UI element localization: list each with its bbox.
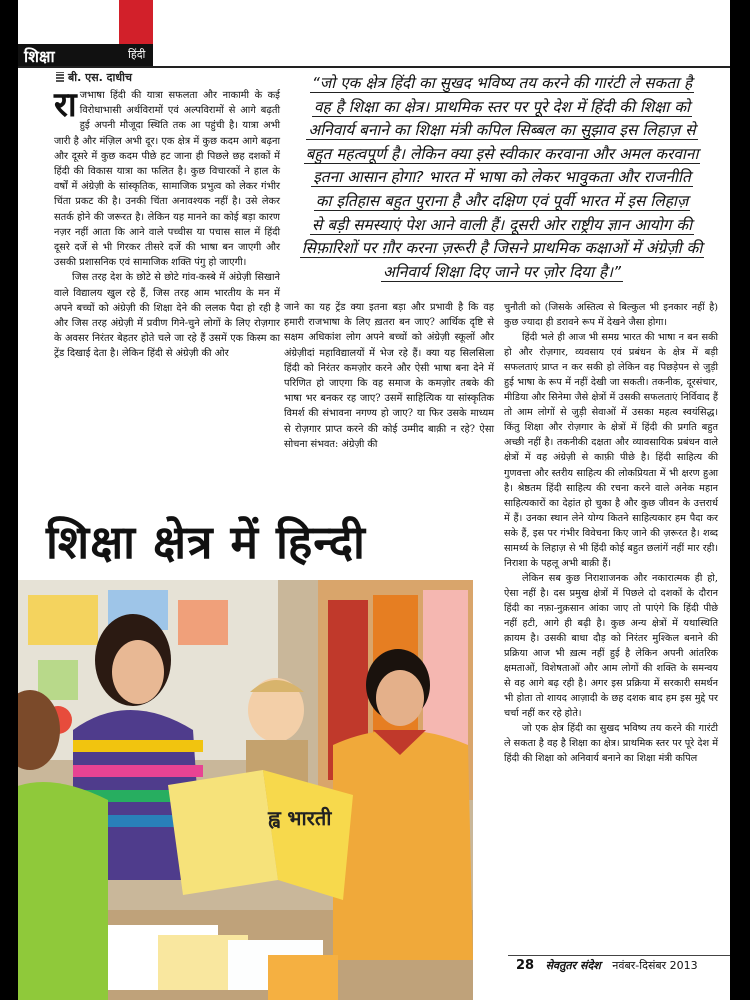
quote-line: वह है शिक्षा का क्षेत्र। प्राथमिक स्तर पर पूरे देश में हिंदी की शिक्षा को [314, 97, 690, 116]
quote-line: अनिवार्य शिक्षा दिए जाने पर ज़ोर दिया है।” [383, 262, 621, 281]
magazine-name: सेवतुतर संदेश [545, 959, 601, 972]
section-title: शिक्षा [24, 47, 55, 66]
paragraph: चुनौती को (जिसके अस्तित्व से बिल्कुल भी इनकार नहीं है) कुछ ज्यादा ही डरावने रूप में देखने जैसा होगा। [504, 302, 718, 329]
paragraph: जो एक क्षेत्र हिंदी का सुखद भविष्य तय करने की गारंटी ले सकता है वह है शिक्षा का क्षेत्र। प्राथमिक स्तर पर पूरे देश में हिंदी की शिक्षा को अनिवार्य बनाने का शिक्षा मंत्री कपिल [504, 723, 718, 765]
issue-date: नवंबर-दिसंबर 2013 [612, 959, 698, 972]
article-column-2 [284, 300, 494, 452]
article-column-3 [504, 300, 718, 766]
page-footer [516, 958, 698, 973]
article-headline: शिक्षा क्षेत्र में हिन्दी [46, 515, 366, 569]
classroom-illustration [18, 580, 473, 1000]
author-byline: बी. एस. दाधीच [68, 71, 132, 84]
quote-line: “जो एक क्षेत्र हिंदी का सुखद भविष्य तय करने की गारंटी ले सकता है [311, 74, 693, 92]
drop-cap: रा [54, 85, 77, 125]
paragraph [54, 85, 280, 270]
paragraph: जाने का यह ट्रेंड क्या इतना बड़ा और प्रभावी है कि वह हमारी राजभाषा के लिए ख़तरा बन जाए? आर्थिक दृष्टि से सक्षम अधिकांश लोग अपने बच्चों को अंग्रेज़ी स्कूलों और अंग्रेज़ीदां महाविद्यालयों में भेज रहे हैं। क्या यह सिलसिला हिंदी को निरंतर कमज़ोर करने और ऐसी भाषा बना देने में परिणित हो जाएगा कि वह समाज के कमज़ोर तबके की भाषा भर बनकर रह जाए? उसमें साहित्यिक या सांस्कृतिक विमर्श की संभावना नगण्य हो जाए? या फिर उसके माध्यम से रोज़गार प्राप्त करने की कोई उम्मीद बाक़ी न रहे? ऐसा सोचना संभवत: अंग्रेज़ी की [284, 302, 494, 450]
magazine-page [18, 0, 730, 1000]
paragraph: जिस तरह देश के छोटे से छोटे गांव-कस्बे में अंग्रेज़ी सिखाने वाले विद्यालय खुल रहे हैं, जिस तरह आम भारतीय के मन में अपने बच्चों को अंग्रेज़ी की शिक्षा देने की ललक पैदा हो रही है और जिस तरह अंग्रेज़ी में प्रवीण गिने-चुने लोगों के लिए रोज़गार के अवसर निरंतर बेहतर होते चले जा रहे हैं उसमें एक किस्म का ट्रेंड दिखाई देता है। लेकिन हिंदी से अंग्रेज़ी की ओर [54, 272, 280, 360]
book-title-text: ह्व भारती [268, 806, 332, 830]
quote-line: का इतिहास बहुत पुराना है और दक्षिण एवं पूर्वी भारत में इस लिहाज़ [315, 191, 689, 210]
quote-line: इतना आसान होगा? भारत में भाषा को लेकर भावुकता और राजनीति [313, 168, 691, 187]
quote-line: से बड़ी समस्याएं पेश आने वाली हैं। दूसरी ओर राष्ट्रीय ज्ञान आयोग की [311, 215, 693, 234]
page-number: 28 [516, 958, 535, 973]
paragraph: हिंदी भले ही आज भी समग्र भारत की भाषा न बन सकी हो और रोज़गार, व्यवसाय एवं प्रबंधन के क्षेत्र में बड़ी सफलताएं प्राप्त न कर सकी हो लेकिन वह पिछड़ेपन से जुड़ी हुई भाषा के रूप में नहीं देखी जा सकती। तकनीक, दूरसंचार, मीडिया और सिनेमा जैसे क्षेत्रों में उसकी सफलताएं निर्विवाद हैं तो आम लोगों से जुड़ी सेवाओं में उसका महत्व स्वयंसिद्ध। किंतु शिक्षा और रोज़गार के क्षेत्रों में हिंदी की प्रगति बहुत अच्छी नहीं है। तकनीकी दक्षता और व्यावसायिक प्रबंधन वाले क्षेत्रों में वह अंग्रेज़ी से काफ़ी पीछे है। हिंदी साहित्य की गुणवत्ता और स्तरीय साहित्य की लोकप्रियता में भी क्षरण हुआ है। श्रेष्ठतम हिंदी साहित्य की रचना करने वाले अनेक महान साहित्यकारों का देहांत हो चुका है और कुछ जीवन के उत्तरार्ध में हैं। उनका स्थान लेने योग्य कितने साहित्यकार हम पैदा कर सके हैं, इस पर गंभीर विवेचना किए जाने की ज़रूरत है। शब्द सामर्थ्य के लिहाज़ से भी हिंदी कोई बहुत छलांगें नहीं मार रही। निराशा के पहलू अभी बाक़ी हैं। [504, 332, 718, 569]
paragraph: लेकिन सब कुछ निराशाजनक और नकारात्मक ही हो, ऐसा नहीं है। दस प्रमुख क्षेत्रों में पिछले दो दशकों के दौरान हिंदी का नफ़ा-नुक़सान आंका जाए तो पाएंगे कि हिंदी पीछे नहीं हटी, आगे ही बढ़ी है। कुछ अन्य क्षेत्रों में यथास्थिति क़ायम है। उसकी बाधा दौड़ को निरंतर मुश्किल बनाने की प्रक्रिया आज भी ख़त्म नहीं हुई है लेकिन अपनी आंतरिक क्षमताओं, विशेषताओं और आम लोगों की शक्ति के समन्वय से वह आगे बढ़ रही है। अगर इस प्रक्रिया में सरकारी समर्थन भी होता तो शायद आज़ादी के छह दशक बाद हम इस मुद्दे पर चर्चा नहीं कर रहे होते। [504, 572, 718, 720]
pull-quote [286, 72, 718, 284]
quote-line: सिफ़ारिशों पर ग़ौर करना ज़रूरी है जिसने प्राथमिक कक्षाओं में अंग्रेज़ी की [301, 239, 703, 258]
article-column-1 [54, 85, 280, 362]
header-rule [18, 66, 730, 68]
paragraph-text: जभाषा हिंदी की यात्रा सफलता और नाकामी के कई विरोधाभासी अर्थविरामों एवं अल्पविरामों से आगे बढ़ती हुई अपनी मौजूदा स्थिति तक आ पहुंची है। यात्रा अभी जारी है और मंज़िल अभी दूर। एक क्षेत्र में कुछ कदम आगे बढ़ना और दूसरे में कुछ कदम पीछे हट जाना ही पिछले छह दशकों में हिंदी की विकास यात्रा का फलित है। कुछ विचारकों ने हाल के वर्षों में अंग्रेज़ी के सांस्कृतिक, सामाजिक प्रभुत्व को लेकर गंभीर चिंता प्रकट की है। उनकी चिंता अनावश्यक नहीं है। उसे लेकर सतर्क होने की जरूरत है। लेकिन यह मानने का कोई बड़ा कारण नज़र नहीं आता कि आने वाले पच्चीस या पचास साल में हिंदी दूसरे दर्जे से भी गिरकर तीसरे दर्जे की भाषा बन जाएगी और उसकी प्रशासनिक एवं सामाजिक शक्ति पंगु हो जाएगी। [54, 90, 280, 269]
footer-rule [508, 955, 730, 956]
article-photo [18, 580, 473, 1000]
section-header [18, 44, 153, 66]
quote-line: बहुत महत्वपूर्ण है। लेकिन क्या इसे स्वीकार करवाना और अमल करवाना [305, 144, 699, 163]
quote-line: अनिवार्य बनाने का शिक्षा मंत्री कपिल सिब्बल का सुझाव इस लिहाज़ से [308, 121, 696, 140]
section-subtitle: हिंदी [128, 48, 146, 61]
